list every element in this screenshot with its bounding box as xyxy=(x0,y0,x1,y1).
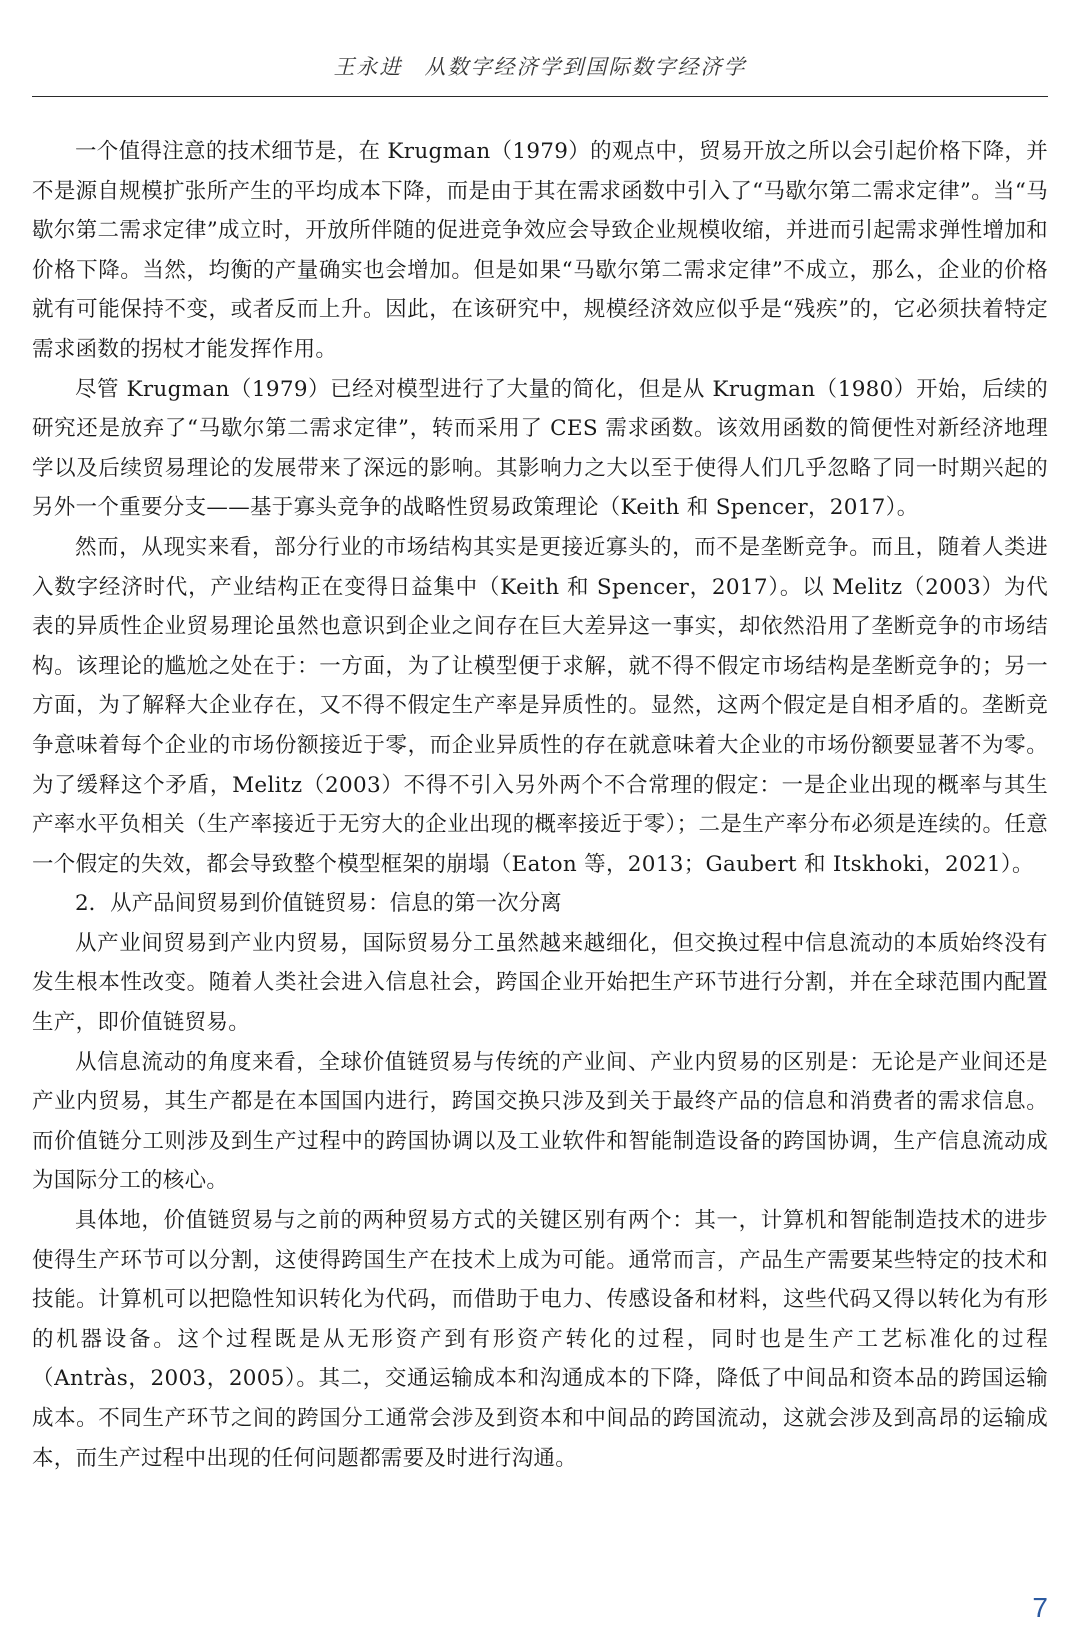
header-title: 从数字经济学到国际数字经济学 xyxy=(424,55,747,79)
article-body xyxy=(32,132,1048,1478)
paragraph-5: 从信息流动的角度来看，全球价值链贸易与传统的产业间、产业内贸易的区别是：无论是产业间还是产业内贸易，其生产都是在本国国内进行，跨国交换只涉及到关于最终产品的信息和消费者的需求信息。而价值链分工则涉及到生产过程中的跨国协调以及工业软件和智能制造设备的跨国协调，生产信息流动成为国际分工的核心。 xyxy=(32,1049,1048,1194)
running-header xyxy=(32,52,1048,97)
paragraph-3: 然而，从现实来看，部分行业的市场结构其实是更接近寡头的，而不是垄断竞争。而且，随着人类进入数字经济时代，产业结构正在变得日益集中（Keith 和 Spencer，2017）。以 Melitz（2003）为代表的异质性企业贸易理论虽然也意识到企业之间存在巨大差异这一事实，却依然沿用了垄断竞争的市场结构。该理论的尴尬之处在于：一方面，为了让模型便于求解，就不得不假定市场结构是垄断竞争的；另一方面，为了解释大企业存在，又不得不假定生产率是异质性的。显然，这两个假定是自相矛盾的。垄断竞争意味着每个企业的市场份额接近于零，而企业异质性的存在就意味着大企业的市场份额要显著不为零。为了缓释这个矛盾，Melitz（2003）不得不引入另外两个不合常理的假定：一是企业出现的概率与其生产率水平负相关（生产率接近于无穷大的企业出现的概率接近于零）；二是生产率分布必须是连续的。任意一个假定的失效，都会导致整个模型框架的崩塌（Eaton 等，2013；Gaubert 和 Itskhoki，2021）。 xyxy=(32,534,1048,877)
paragraph-1: 一个值得注意的技术细节是，在 Krugman（1979）的观点中，贸易开放之所以会引起价格下降，并不是源自规模扩张所产生的平均成本下降，而是由于其在需求函数中引入了“马歇尔第二需求定律”。当“马歇尔第二需求定律”成立时，开放所伴随的促进竞争效应会导致企业规模收缩，并进而引起需求弹性增加和价格下降。当然，均衡的产量确实也会增加。但是如果“马歇尔第二需求定律”不成立，那么，企业的价格就有可能保持不变，或者反而上升。因此，在该研究中，规模经济效应似乎是“残疾”的，它必须扶着特定需求函数的拐杖才能发挥作用。 xyxy=(32,139,1048,362)
header-author: 王永进 xyxy=(333,55,403,79)
page-number: 7 xyxy=(1032,1592,1048,1623)
paragraph-6: 具体地，价值链贸易与之前的两种贸易方式的关键区别有两个：其一，计算机和智能制造技术的进步使得生产环节可以分割，这使得跨国生产在技术上成为可能。通常而言，产品生产需要某些特定的技术和技能。计算机可以把隐性知识转化为代码，而借助于电力、传感设备和材料，这些代码又得以转化为有形的机器设备。这个过程既是从无形资产到有形资产转化的过程，同时也是生产工艺标准化的过程（Antràs，2003，2005）。其二，交通运输成本和沟通成本的下降，降低了中间品和资本品的跨国运输成本。不同生产环节之间的跨国分工通常会涉及到资本和中间品的跨国流动，这就会涉及到高昂的运输成本，而生产过程中出现的任何问题都需要及时进行沟通。 xyxy=(32,1208,1048,1471)
paragraph-4: 从产业间贸易到产业内贸易，国际贸易分工虽然越来越细化，但交换过程中信息流动的本质始终没有发生根本性改变。随着人类社会进入信息社会，跨国企业开始把生产环节进行分割，并在全球范围内配置生产，即价值链贸易。 xyxy=(32,930,1048,1036)
section-heading: 2．从产品间贸易到价值链贸易：信息的第一次分离 xyxy=(75,891,562,917)
paragraph-2: 尽管 Krugman（1979）已经对模型进行了大量的简化，但是从 Krugman（1980）开始，后续的研究还是放弃了“马歇尔第二需求定律”，转而采用了 CES 需求函数。该效用函数的简便性对新经济地理学以及后续贸易理论的发展带来了深远的影响。其影响力之大以至于使得人们几乎忽略了同一时期兴起的另外一个重要分支——基于寡头竞争的战略性贸易政策理论（Keith 和 Spencer，2017）。 xyxy=(32,376,1048,521)
